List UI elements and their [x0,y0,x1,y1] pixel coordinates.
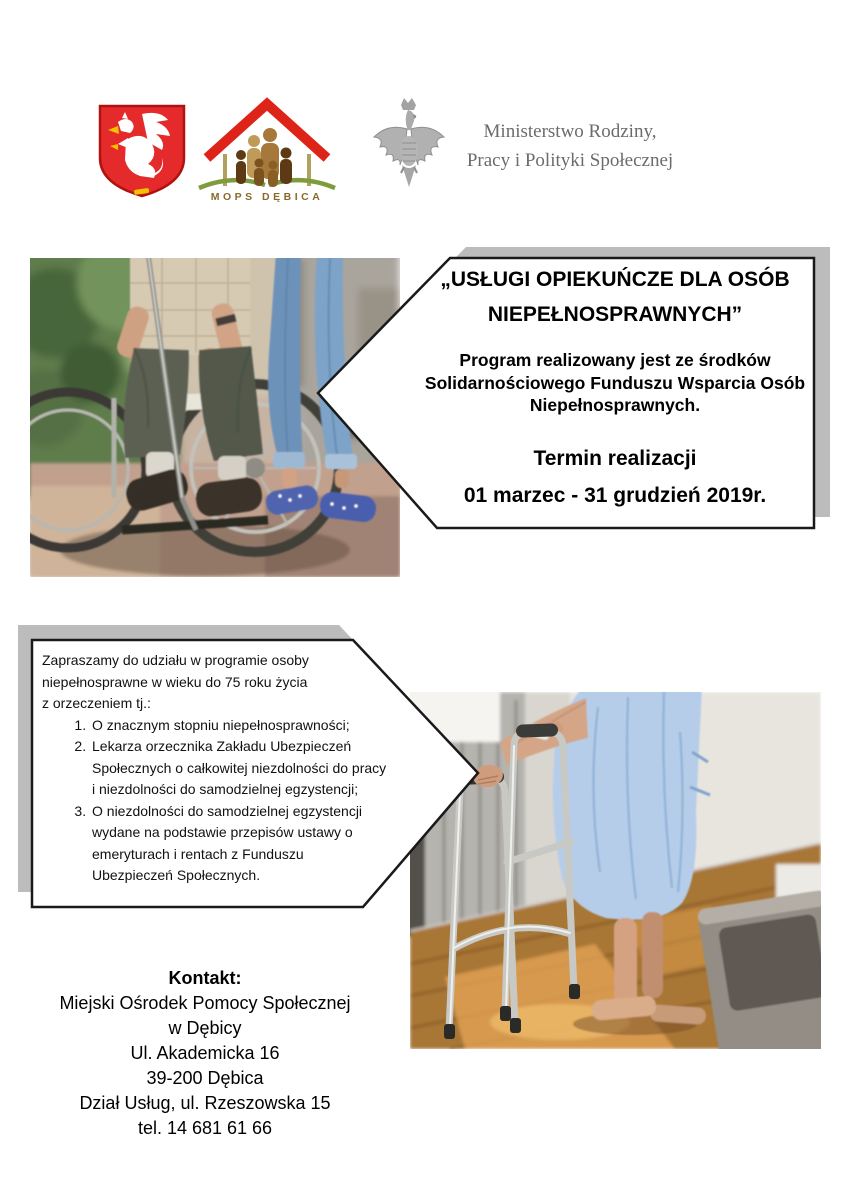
title-line2: NIEPEŁNOSPRAWNYCH” [487,303,743,326]
eligibility-item: 2. Lekarza orzecznika Zakładu Ubezpieczeń Społecznych o całkowitej niezdolności do pracy i niezdolności do samodzielnej egzystencji; [90,736,387,801]
contact-line: 39-200 Dębica [146,1068,264,1088]
eligibility-item: 3. O niezdolności do samodzielnej egzystencji wydane na podstawie przepisów ustawy o emeryturach i rentach z Funduszu Ubezpieczeń Społecznych. [90,801,387,887]
eligibility-item: 1. O znacznym stopniu niepełnosprawności; [90,715,387,737]
term-heading: Termin realizacji [533,447,697,470]
mops-logo [199,104,335,203]
eligibility-list [42,715,387,887]
contact-line: w Dębicy [168,1018,242,1038]
walker-photo [405,687,849,1073]
mops-logo-text: MOPS DĘBICA [210,191,324,203]
contact-line: Dział Usług, ul. Rzeszowska 15 [79,1093,331,1113]
debica-coat-of-arms [100,106,184,196]
mops-family-icon [236,128,292,187]
program-funding-text [405,349,825,417]
ministry-name [440,117,700,175]
program-line1: Program realizowany jest ze środków [459,350,771,370]
polish-eagle-emblem [374,98,444,187]
term-dates: 01 marzec - 31 grudzień 2019r. [463,484,767,507]
program-line3: Niepełnosprawnych. [529,395,701,415]
contact-line: Ul. Akademicka 16 [130,1043,280,1063]
contact-block [25,966,385,1141]
contact-heading: Kontakt: [168,968,242,988]
contact-line: Miejski Ośrodek Pomocy Społecznej [59,993,351,1013]
eligibility-intro-line3: z orzeczeniem tj.: [42,695,151,711]
eligibility-text [42,650,387,887]
hospital-bed-footboard [697,890,849,1073]
ministry-line2: Pracy i Polityki Społecznej [466,150,674,171]
contact-line: tel. 14 681 61 66 [137,1118,273,1138]
eligibility-intro-line2: niepełnosprawne w wieku do 75 roku życia [42,673,308,690]
program-line2: Solidarnościowego Funduszu Wsparcia Osób [424,372,806,393]
eligibility-intro-line1: Zapraszamy do udziału w programie osoby [42,652,309,668]
ministry-line1: Ministerstwo Rodziny, [483,121,657,142]
title-line1: „USŁUGI OPIEKUŃCZE DLA OSÓB [440,268,790,291]
poster-title [405,262,825,332]
